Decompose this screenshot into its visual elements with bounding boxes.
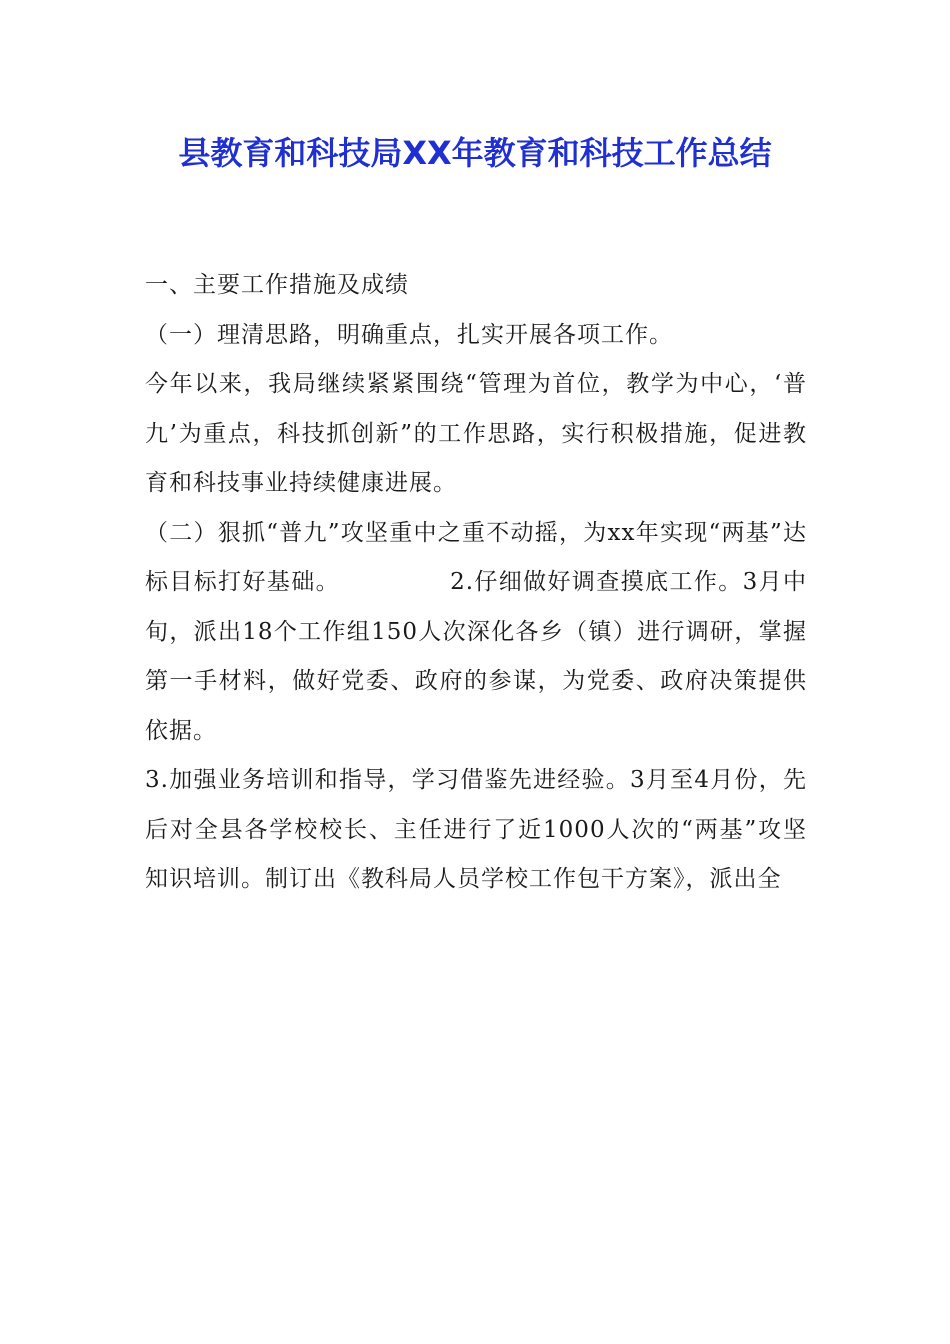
body-paragraph-mixed	[145, 509, 807, 757]
document-body	[145, 261, 807, 905]
document-title: 县教育和科技局XX年教育和科技工作总结	[178, 134, 772, 172]
body-paragraph: 2.仔细做好调查摸底工作。3月中旬，派出18个工作组150人次深化各乡（镇）进行调研，掌握第一手材料，做好党委、政府的参谋，为党委、政府决策提供依据。	[145, 569, 807, 744]
body-paragraph: 3.加强业务培训和指导，学习借鉴先进经验。3月至4月份，先后对全县各学校校长、主任进行了近1000人次的“两基”攻坚知识培训。制订出《教科局人员学校工作包干方案》，派出全	[145, 767, 807, 892]
body-paragraph: 今年以来，我局继续紧紧围绕“管理为首位，教学为中心，‘普九’为重点，科技抓创新”的工作思路，实行积极措施，促进教育和科技事业持续健康进展。	[145, 371, 807, 496]
section-heading: 一、主要工作措施及成绩	[145, 272, 409, 298]
subsection-heading: （二）狠抓“普九”攻坚重中之重不动摇，为xx年实现“两基”达标目标打好基础。	[145, 519, 807, 595]
subsection-heading: （一）理清思路，明确重点，扎实开展各项工作。	[145, 321, 673, 348]
